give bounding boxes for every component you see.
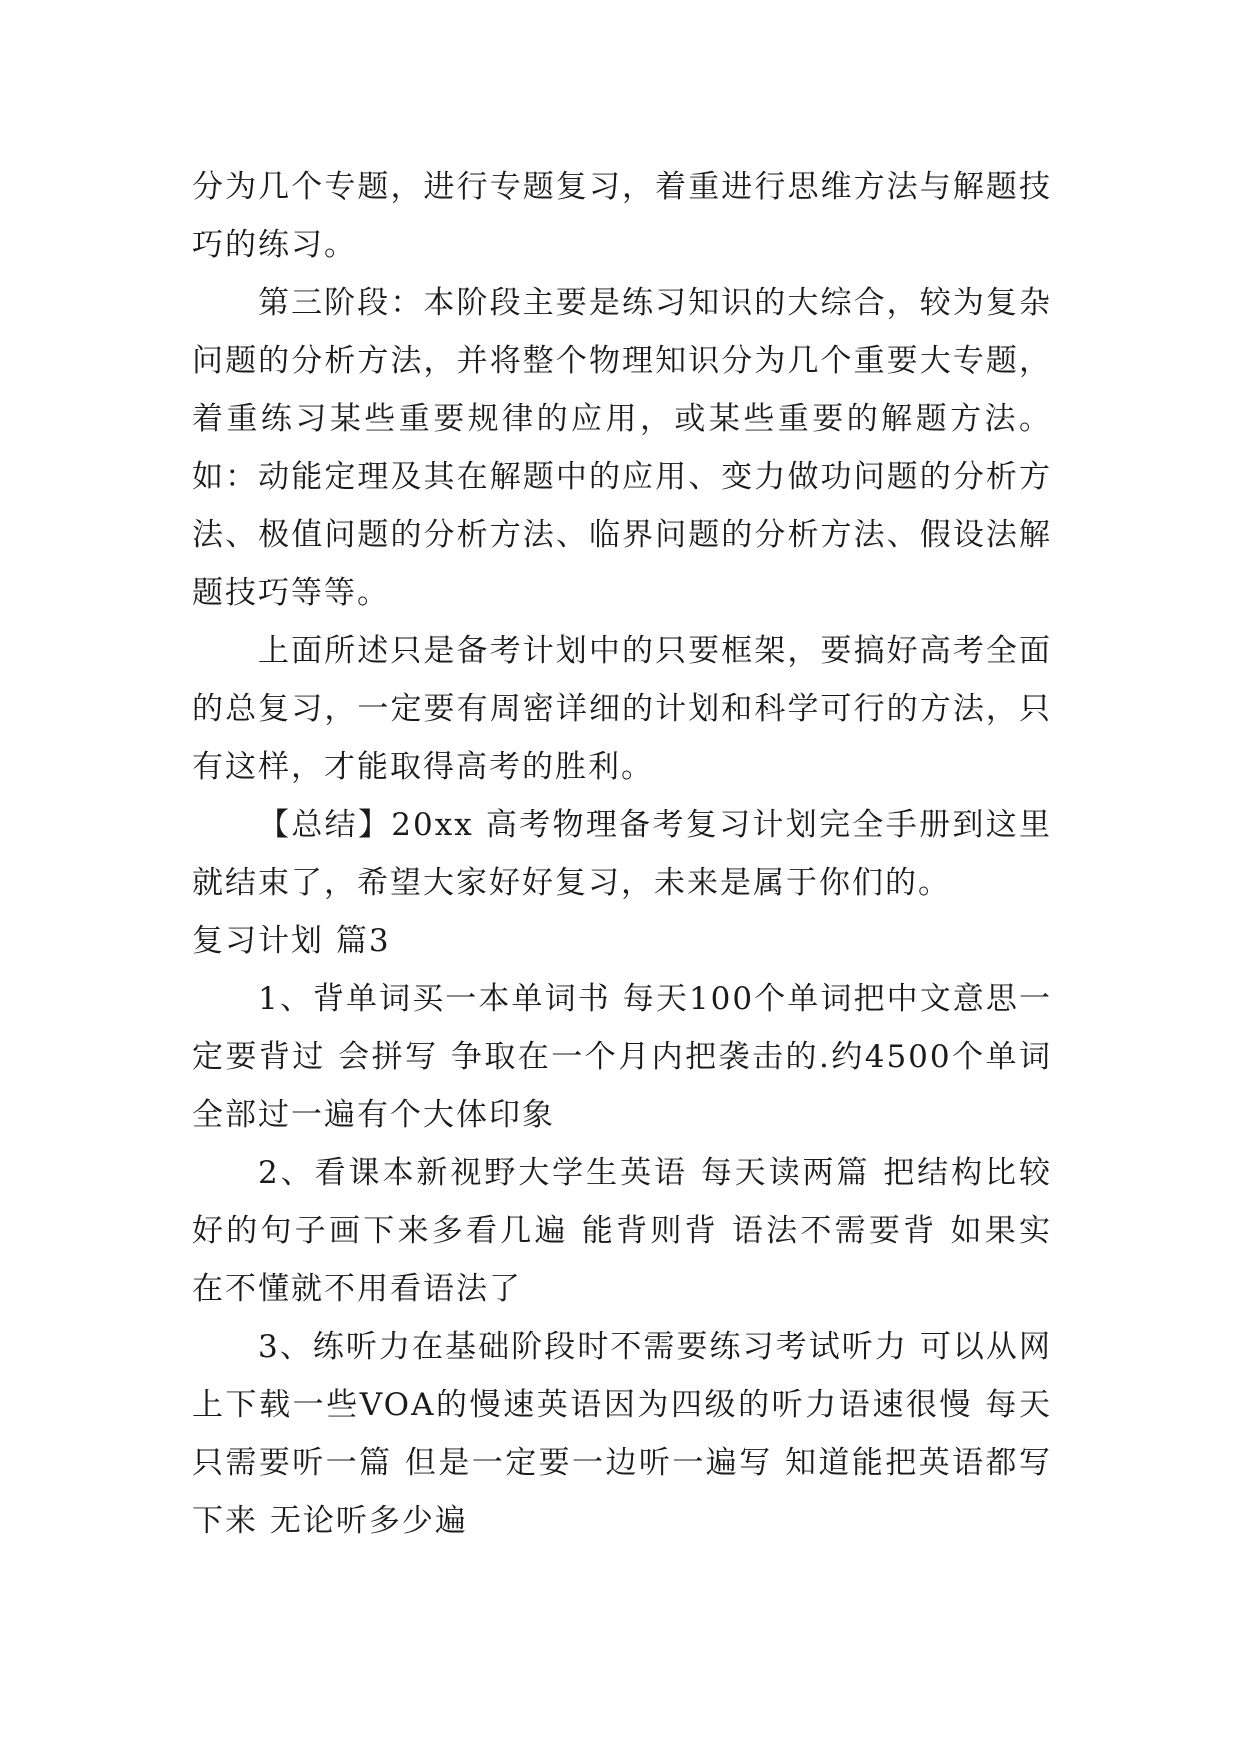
- paragraph-textbook: 2、看课本新视野大学生英语 每天读两篇 把结构比较好的句子画下来多看几遍 能背则背 语法不需要背 如果实在不懂就不用看语法了: [192, 1155, 1052, 1307]
- paragraph-stage-three: 第三阶段：本阶段主要是练习知识的大综合，较为复杂问题的分析方法，并将整个物理知识分为几个重要大专题，着重练习某些重要规律的应用，或某些重要的解题方法。如：动能定理及其在解题中的应用、变力做功问题的分析方法、极值问题的分析方法、临界问题的分析方法、假设法解题技巧等等。: [192, 285, 1052, 611]
- paragraph-vocabulary: 1、背单词买一本单词书 每天100个单词把中文意思一定要背过 会拼写 争取在一个月内把袭击的.约4500个单词全部过一遍有个大体印象: [192, 981, 1052, 1133]
- paragraph-listening: 3、练听力在基础阶段时不需要练习考试听力 可以从网上下载一些VOA的慢速英语因为四级的听力语速很慢 每天只需要听一篇 但是一定要一边听一遍写 知道能把英语都写下来 无论听多少遍: [192, 1329, 1052, 1539]
- document-body: [192, 158, 1052, 1550]
- paragraph-stage-two-tail: 分为几个专题，进行专题复习，着重进行思维方法与解题技巧的练习。: [192, 169, 1052, 263]
- paragraph-summary: 【总结】20xx 高考物理备考复习计划完全手册到这里就结束了，希望大家好好复习，未来是属于你们的。: [192, 807, 1052, 901]
- paragraph-framework-note: 上面所述只是备考计划中的只要框架，要搞好高考全面的总复习，一定要有周密详细的计划和科学可行的方法，只有这样，才能取得高考的胜利。: [192, 633, 1052, 785]
- section-heading: 复习计划 篇3: [192, 923, 391, 959]
